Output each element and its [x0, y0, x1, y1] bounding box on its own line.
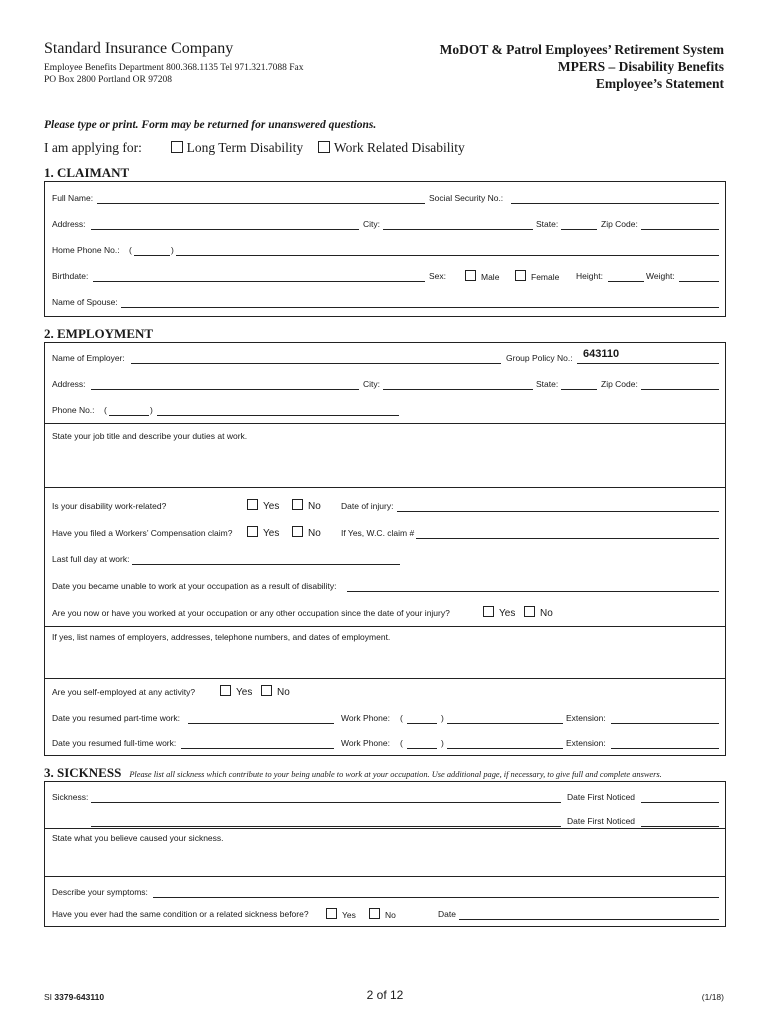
worked-since-no-checkbox[interactable]	[524, 606, 535, 617]
wc-claim-no-checkbox[interactable]	[292, 526, 303, 537]
system-title: MoDOT & Patrol Employees’ Retirement System	[439, 42, 724, 57]
resumed-part-label: Date you resumed part-time work:	[52, 713, 181, 723]
unable-date-label: Date you became unable to work at your occupation as a result of disability:	[52, 581, 337, 591]
no-label: No	[385, 910, 396, 920]
list-employers-label: If yes, list names of employers, addresses, telephone numbers, and dates of employment.	[52, 632, 391, 642]
home-phone-area-code[interactable]	[134, 255, 170, 256]
employment-box	[44, 342, 726, 756]
employer-phone-paren-open: (	[104, 405, 107, 415]
female-checkbox[interactable]	[515, 270, 526, 281]
claimant-box	[44, 181, 726, 317]
divider	[45, 828, 725, 829]
ltd-label: Long Term Disability	[186, 140, 304, 155]
ltd-checkbox[interactable]	[171, 141, 183, 153]
male-label: Male	[481, 272, 500, 282]
sickness-label: Sickness:	[52, 792, 89, 802]
full-extension-label: Extension:	[566, 738, 606, 748]
wc-claim-label: Have you filed a Workers’ Compensation claim?	[52, 528, 233, 538]
state-label: State:	[536, 219, 559, 229]
birthdate-label: Birthdate:	[52, 271, 89, 281]
group-policy-value: 643110	[583, 348, 620, 360]
height-label: Height:	[576, 271, 603, 281]
job-description-label: State your job title and describe your duties at work.	[52, 431, 248, 441]
wc-number-label: If Yes, W.C. claim #	[341, 528, 415, 538]
part-work-phone-area-code[interactable]	[407, 723, 437, 724]
employer-state-field[interactable]	[561, 389, 597, 390]
divider	[45, 678, 725, 679]
zip-label: Zip Code:	[601, 219, 638, 229]
group-policy-label: Group Policy No.:	[506, 353, 573, 363]
same-condition-label: Have you ever had the same condition or a related sickness before?	[52, 909, 309, 919]
yes-label: Yes	[263, 501, 280, 512]
part-work-phone-label: Work Phone:	[341, 713, 390, 723]
form-prefix: SI	[44, 992, 55, 1002]
sickness-box	[44, 781, 726, 927]
employer-phone-paren-close: )	[150, 405, 153, 415]
same-condition-yes-checkbox[interactable]	[326, 908, 337, 919]
no-label: No	[277, 687, 290, 698]
weight-label: Weight:	[646, 271, 675, 281]
wc-claim-yes[interactable]	[247, 526, 279, 539]
address-label: Address:	[52, 219, 86, 229]
weight-field[interactable]	[679, 281, 719, 282]
work-related-yes-checkbox[interactable]	[247, 499, 258, 510]
wrd-label: Work Related Disability	[333, 140, 465, 155]
cause-label: State what you believe caused your sickness.	[52, 833, 224, 843]
no-label: No	[308, 528, 321, 539]
claimant-section-title: 1. CLAIMANT	[44, 165, 130, 180]
last-day-label: Last full day at work:	[52, 554, 130, 564]
zip-field[interactable]	[641, 229, 719, 230]
male-option[interactable]	[465, 270, 499, 282]
part-extension-field[interactable]	[611, 723, 719, 724]
work-related-label: Is your disability work-related?	[52, 501, 167, 511]
symptoms-label: Describe your symptoms:	[52, 887, 148, 897]
divider	[45, 423, 725, 424]
job-description-area[interactable]	[52, 445, 718, 483]
wc-number-field[interactable]	[416, 538, 719, 539]
no-label: No	[540, 608, 553, 619]
full-extension-field[interactable]	[611, 748, 719, 749]
divider	[45, 487, 725, 488]
form-number-value: 3379-643110	[54, 992, 105, 1002]
employer-city-field[interactable]	[383, 389, 533, 390]
dept-contact-line: Employee Benefits Department 800.368.1135 Tel 971.321.7088 Fax	[44, 63, 304, 73]
spouse-field[interactable]	[121, 307, 719, 308]
worked-since-no[interactable]	[524, 606, 553, 619]
full-work-phone-label: Work Phone:	[341, 738, 390, 748]
same-condition-no-checkbox[interactable]	[369, 908, 380, 919]
date-injury-field[interactable]	[397, 511, 719, 512]
unable-date-field[interactable]	[347, 591, 719, 592]
female-label: Female	[531, 272, 560, 282]
full-work-phone-area-code[interactable]	[407, 748, 437, 749]
employer-state-label: State:	[536, 379, 559, 389]
work-related-no-checkbox[interactable]	[292, 499, 303, 510]
state-field[interactable]	[561, 229, 597, 230]
employer-address-label: Address:	[52, 379, 86, 389]
birthdate-field[interactable]	[93, 281, 425, 282]
employment-section-title: 2. EMPLOYMENT	[44, 326, 154, 341]
full-work-phone-paren-close: )	[441, 738, 444, 748]
benefits-title: MPERS – Disability Benefits	[557, 59, 724, 74]
sickness-section-title: 3. SICKNESS	[44, 765, 122, 780]
worked-since-yes-checkbox[interactable]	[483, 606, 494, 617]
applying-label: I am applying for:	[44, 140, 142, 155]
self-employed-yes[interactable]	[220, 685, 252, 698]
home-phone-paren-open: (	[129, 245, 132, 255]
sex-label: Sex:	[429, 271, 447, 281]
yes-label: Yes	[263, 528, 280, 539]
height-field[interactable]	[608, 281, 644, 282]
symptoms-field[interactable]	[153, 897, 719, 898]
yes-label: Yes	[342, 910, 356, 920]
mailing-address-line: PO Box 2800 Portland OR 97208	[44, 75, 172, 85]
part-work-phone-field[interactable]	[447, 723, 563, 724]
employer-city-label: City:	[363, 379, 380, 389]
female-option[interactable]	[515, 270, 559, 282]
full-work-phone-paren-open: (	[400, 738, 403, 748]
date-first-noticed-label-1: Date First Noticed	[567, 792, 636, 802]
self-employed-no-checkbox[interactable]	[261, 685, 272, 696]
instructions: Please type or print. Form may be returned for unanswered questions.	[44, 119, 377, 131]
list-employers-area[interactable]	[52, 646, 718, 676]
sickness-instruction: Please list all sickness which contribute to your being unable to work at your occupation. Use additional page, if necessary, to give full and complete answers.	[129, 770, 662, 779]
cause-area[interactable]	[52, 846, 718, 872]
ssn-field[interactable]	[511, 203, 719, 204]
employer-phone-area-code[interactable]	[109, 415, 149, 416]
worked-since-yes[interactable]	[483, 606, 515, 619]
full-work-phone-field[interactable]	[447, 748, 563, 749]
home-phone-paren-close: )	[171, 245, 174, 255]
city-field[interactable]	[383, 229, 533, 230]
employer-phone-label: Phone No.:	[52, 405, 95, 415]
wc-claim-no[interactable]	[292, 526, 321, 539]
employer-field[interactable]	[131, 363, 501, 364]
employer-phone-field[interactable]	[157, 415, 399, 416]
home-phone-label: Home Phone No.:	[52, 245, 120, 255]
yes-label: Yes	[499, 608, 516, 619]
sickness-header	[44, 764, 662, 782]
applying-for-row	[44, 140, 465, 156]
male-checkbox[interactable]	[465, 270, 476, 281]
work-related-yes[interactable]	[247, 499, 279, 512]
full-name-field[interactable]	[97, 203, 425, 204]
city-label: City:	[363, 219, 380, 229]
part-work-phone-paren-open: (	[400, 713, 403, 723]
employer-zip-field[interactable]	[641, 389, 719, 390]
divider	[45, 876, 725, 877]
last-day-field[interactable]	[132, 564, 400, 565]
date-first-noticed-label-2: Date First Noticed	[567, 816, 636, 826]
sickness-field-2[interactable]	[91, 826, 561, 827]
date-first-noticed-field-2[interactable]	[641, 826, 719, 827]
sickness-field-1[interactable]	[91, 802, 561, 803]
self-employed-label: Are you self-employed at any activity?	[52, 687, 196, 697]
same-condition-date-field[interactable]	[459, 919, 719, 920]
employer-address-field[interactable]	[91, 389, 359, 390]
resumed-full-label: Date you resumed full-time work:	[52, 738, 177, 748]
employer-label: Name of Employer:	[52, 353, 125, 363]
same-condition-no[interactable]	[369, 908, 396, 920]
self-employed-yes-checkbox[interactable]	[220, 685, 231, 696]
worked-since-label: Are you now or have you worked at your occupation or any other occupation since the date of your injury?	[52, 608, 450, 618]
ssn-label: Social Security No.:	[429, 193, 504, 203]
date-first-noticed-field-1[interactable]	[641, 802, 719, 803]
statement-title: Employee’s Statement	[595, 76, 724, 91]
resumed-part-field[interactable]	[188, 723, 334, 724]
part-work-phone-paren-close: )	[441, 713, 444, 723]
spouse-label: Name of Spouse:	[52, 297, 118, 307]
company-name: Standard Insurance Company	[44, 40, 234, 57]
wc-claim-yes-checkbox[interactable]	[247, 526, 258, 537]
home-phone-field[interactable]	[176, 255, 719, 256]
self-employed-no[interactable]	[261, 685, 290, 698]
no-label: No	[308, 501, 321, 512]
divider	[45, 626, 725, 627]
revision-date: (1/18)	[701, 992, 724, 1002]
page-number: 2 of 12	[366, 988, 404, 1002]
yes-label: Yes	[236, 687, 253, 698]
same-condition-yes[interactable]	[326, 908, 356, 920]
work-related-no[interactable]	[292, 499, 321, 512]
address-field[interactable]	[91, 229, 359, 230]
employer-zip-label: Zip Code:	[601, 379, 638, 389]
part-extension-label: Extension:	[566, 713, 606, 723]
wrd-checkbox[interactable]	[318, 141, 330, 153]
resumed-full-field[interactable]	[181, 748, 334, 749]
same-condition-date-label: Date	[438, 909, 456, 919]
group-policy-field[interactable]	[577, 363, 719, 364]
date-injury-label: Date of injury:	[341, 501, 394, 511]
full-name-label: Full Name:	[52, 193, 94, 203]
